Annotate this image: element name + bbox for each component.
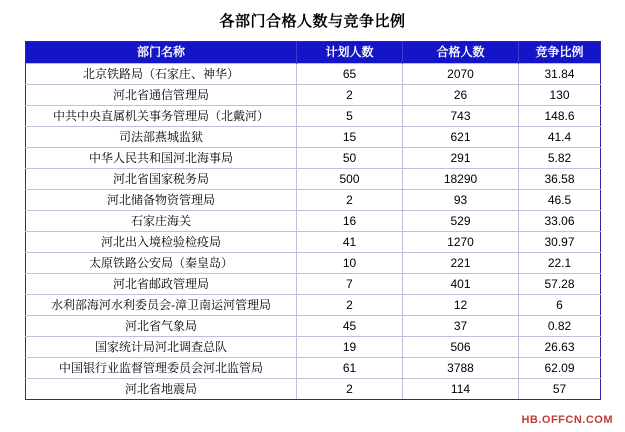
cell-qualified: 221	[403, 253, 519, 274]
cell-department: 水利部海河水利委员会-漳卫南运河管理局	[26, 295, 297, 316]
cell-planned: 61	[297, 358, 403, 379]
table-row	[26, 253, 601, 274]
cell-ratio: 22.1	[519, 253, 601, 274]
cell-ratio: 30.97	[519, 232, 601, 253]
cell-ratio: 57	[519, 379, 601, 400]
cell-qualified: 1270	[403, 232, 519, 253]
cell-department: 石家庄海关	[26, 211, 297, 232]
cell-department: 河北省国家税务局	[26, 169, 297, 190]
cell-planned: 5	[297, 106, 403, 127]
cell-department: 北京铁路局（石家庄、神华）	[26, 64, 297, 85]
table-container	[0, 41, 625, 400]
table-row	[26, 295, 601, 316]
column-header-planned: 计划人数	[297, 42, 403, 64]
cell-qualified: 621	[403, 127, 519, 148]
table-row	[26, 148, 601, 169]
cell-ratio: 46.5	[519, 190, 601, 211]
cell-planned: 15	[297, 127, 403, 148]
cell-qualified: 37	[403, 316, 519, 337]
cell-planned: 2	[297, 85, 403, 106]
cell-ratio: 148.6	[519, 106, 601, 127]
cell-qualified: 26	[403, 85, 519, 106]
table-row	[26, 106, 601, 127]
table-row	[26, 379, 601, 400]
cell-qualified: 506	[403, 337, 519, 358]
cell-department: 河北省通信管理局	[26, 85, 297, 106]
cell-ratio: 6	[519, 295, 601, 316]
watermark: HB.OFFCN.COM	[521, 414, 613, 426]
cell-ratio: 57.28	[519, 274, 601, 295]
column-header-qualified: 合格人数	[403, 42, 519, 64]
page-title: 各部门合格人数与竞争比例	[219, 13, 406, 30]
table-row	[26, 169, 601, 190]
cell-qualified: 12	[403, 295, 519, 316]
cell-planned: 2	[297, 190, 403, 211]
cell-planned: 10	[297, 253, 403, 274]
table-row	[26, 64, 601, 85]
cell-ratio: 0.82	[519, 316, 601, 337]
cell-planned: 41	[297, 232, 403, 253]
cell-department: 司法部燕城监狱	[26, 127, 297, 148]
cell-ratio: 36.58	[519, 169, 601, 190]
cell-department: 中共中央直属机关事务管理局（北戴河）	[26, 106, 297, 127]
table-row	[26, 274, 601, 295]
cell-ratio: 33.06	[519, 211, 601, 232]
table-header-row	[26, 42, 601, 64]
table-row	[26, 190, 601, 211]
cell-department: 河北储备物资管理局	[26, 190, 297, 211]
column-header-department: 部门名称	[26, 42, 297, 64]
table-body	[26, 64, 601, 400]
cell-qualified: 529	[403, 211, 519, 232]
cell-planned: 50	[297, 148, 403, 169]
cell-department: 国家统计局河北调查总队	[26, 337, 297, 358]
cell-department: 太原铁路公安局（秦皇岛）	[26, 253, 297, 274]
cell-ratio: 62.09	[519, 358, 601, 379]
cell-qualified: 93	[403, 190, 519, 211]
table-row	[26, 316, 601, 337]
cell-ratio: 130	[519, 85, 601, 106]
table-row	[26, 85, 601, 106]
cell-qualified: 3788	[403, 358, 519, 379]
table-header	[26, 42, 601, 64]
cell-department: 中国银行业监督管理委员会河北监管局	[26, 358, 297, 379]
cell-planned: 7	[297, 274, 403, 295]
cell-ratio: 26.63	[519, 337, 601, 358]
table-row	[26, 337, 601, 358]
cell-qualified: 114	[403, 379, 519, 400]
cell-planned: 2	[297, 295, 403, 316]
cell-qualified: 291	[403, 148, 519, 169]
table-row	[26, 232, 601, 253]
cell-planned: 2	[297, 379, 403, 400]
cell-qualified: 2070	[403, 64, 519, 85]
cell-qualified: 743	[403, 106, 519, 127]
cell-planned: 16	[297, 211, 403, 232]
cell-ratio: 31.84	[519, 64, 601, 85]
cell-planned: 500	[297, 169, 403, 190]
column-header-ratio: 竞争比例	[519, 42, 601, 64]
cell-department: 河北出入境检验检疫局	[26, 232, 297, 253]
cell-department: 中华人民共和国河北海事局	[26, 148, 297, 169]
cell-department: 河北省气象局	[26, 316, 297, 337]
cell-ratio: 41.4	[519, 127, 601, 148]
cell-qualified: 401	[403, 274, 519, 295]
table-row	[26, 127, 601, 148]
table-row	[26, 211, 601, 232]
cell-ratio: 5.82	[519, 148, 601, 169]
cell-planned: 65	[297, 64, 403, 85]
table-row	[26, 358, 601, 379]
cell-qualified: 18290	[403, 169, 519, 190]
cell-planned: 45	[297, 316, 403, 337]
cell-department: 河北省邮政管理局	[26, 274, 297, 295]
department-stats-table	[25, 41, 601, 400]
cell-department: 河北省地震局	[26, 379, 297, 400]
cell-planned: 19	[297, 337, 403, 358]
